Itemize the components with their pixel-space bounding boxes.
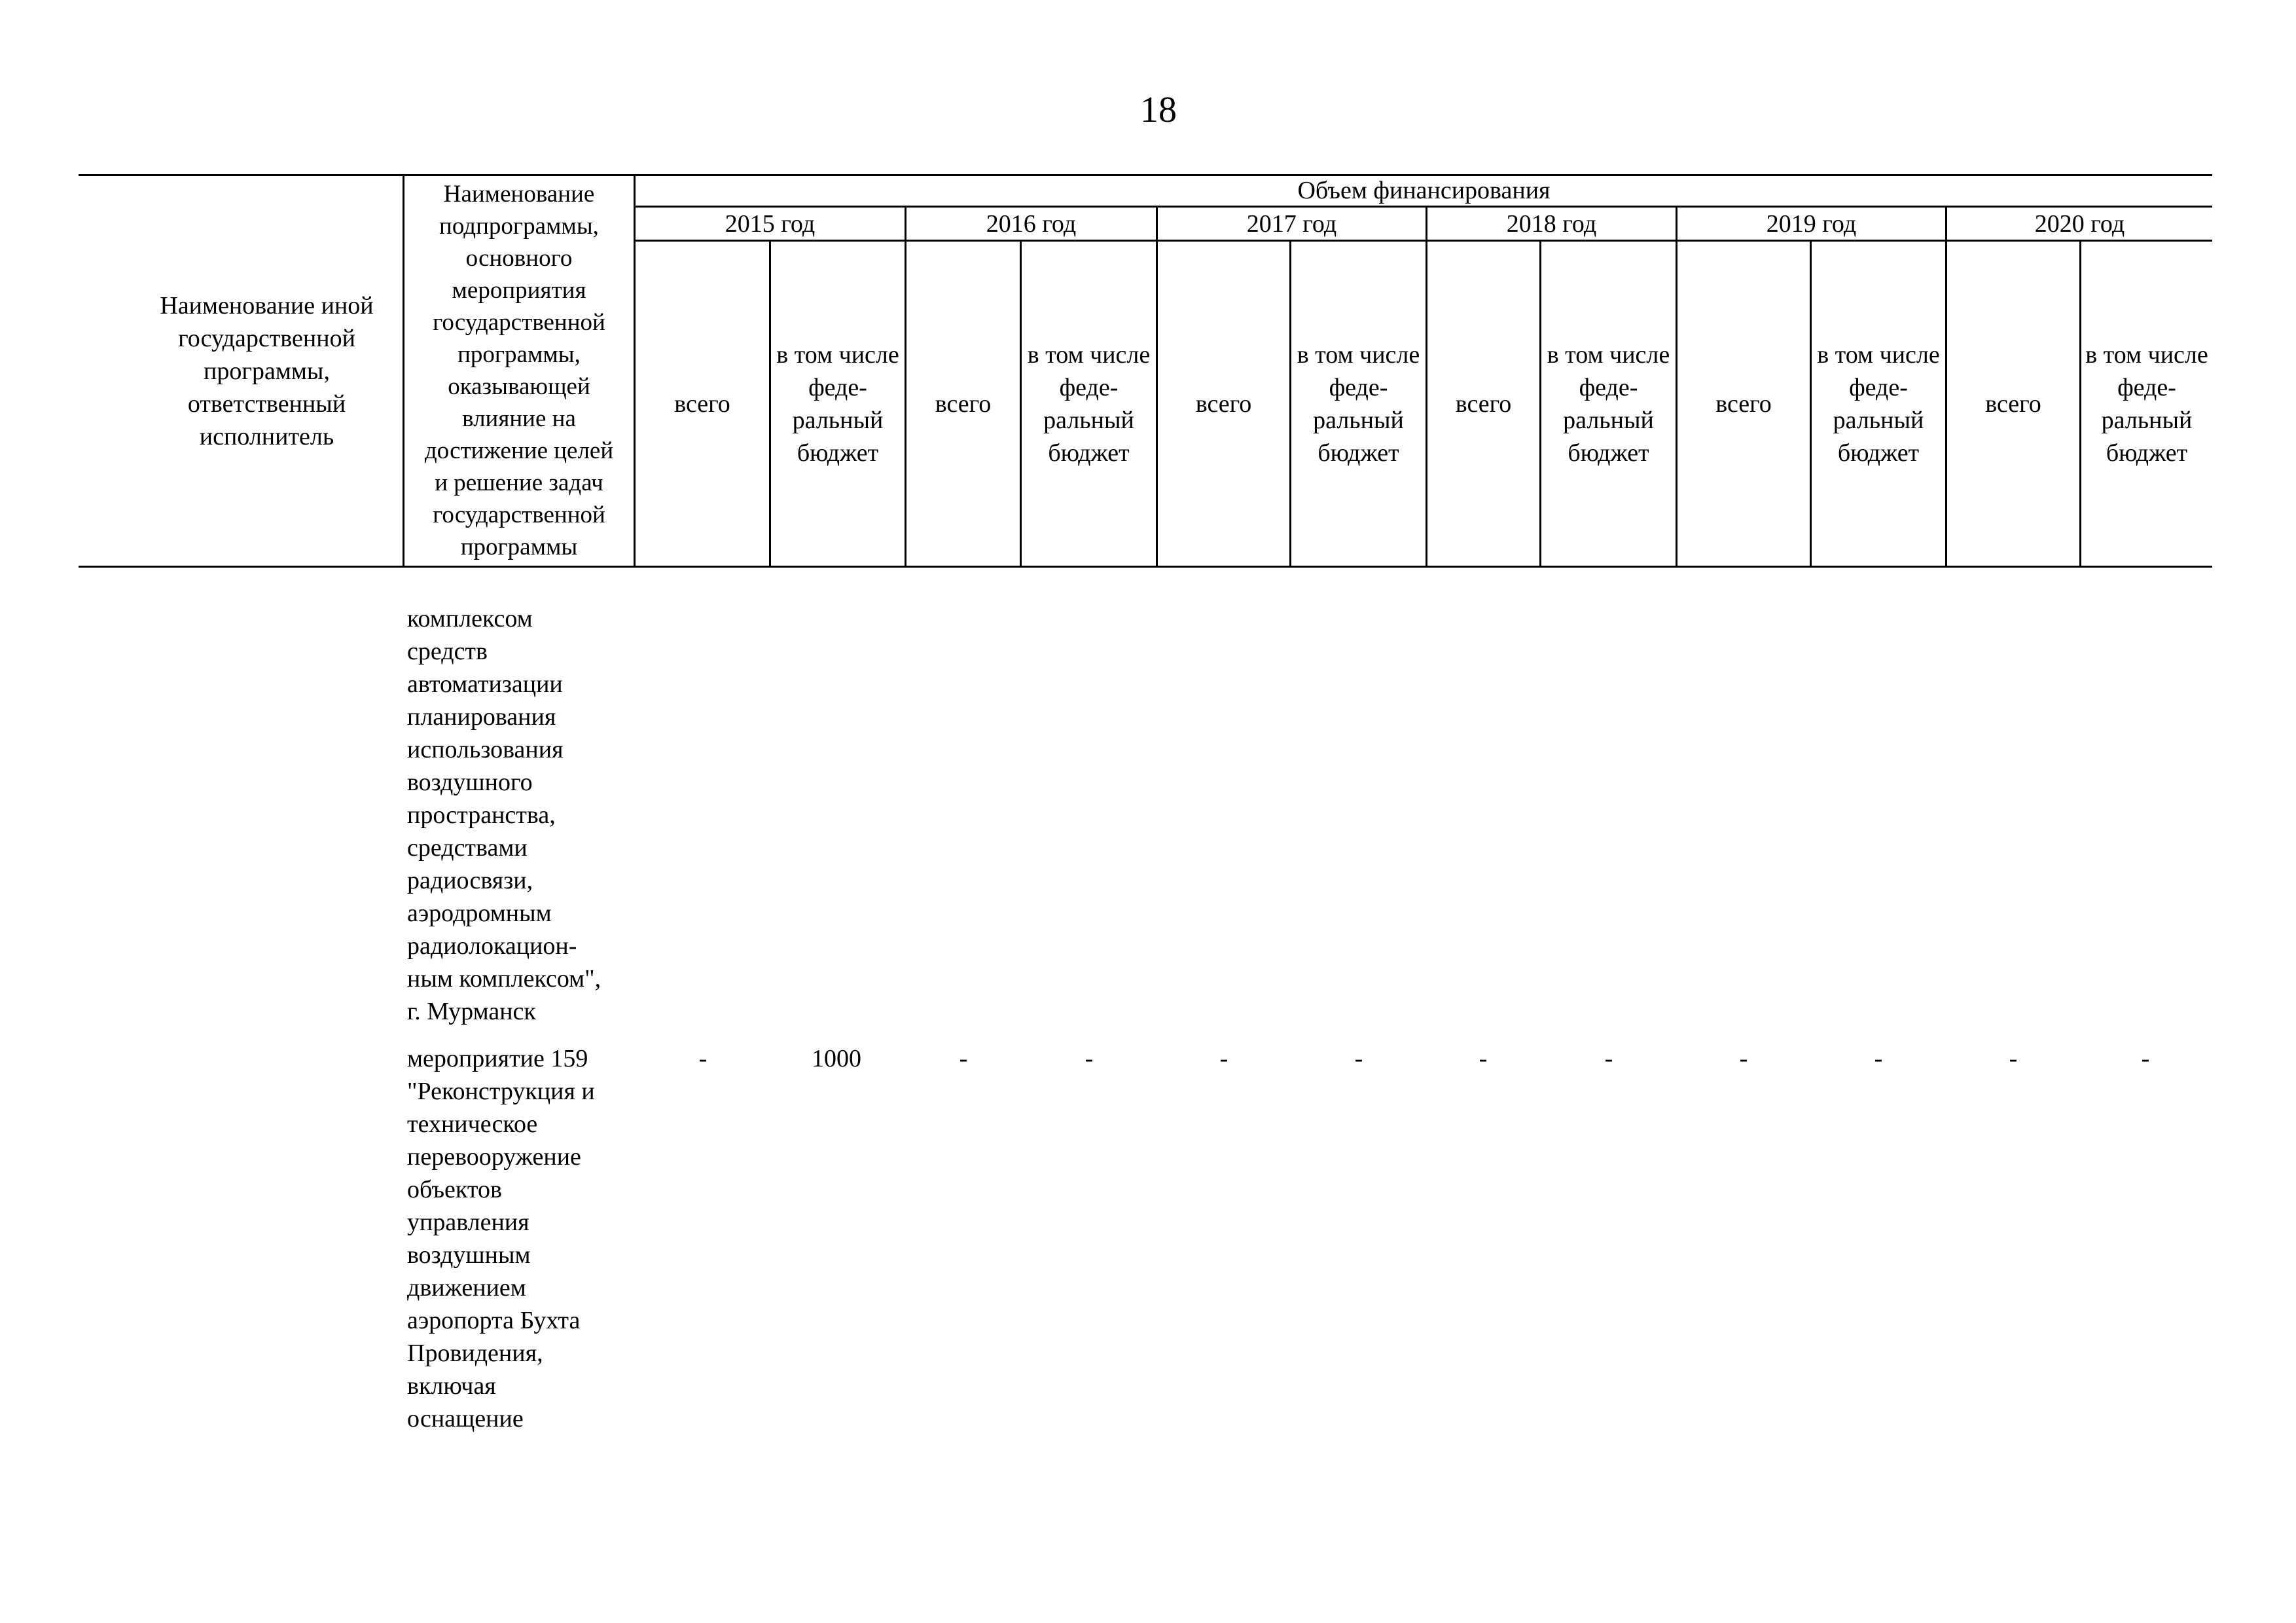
value-2018-federal: - bbox=[1604, 1045, 1613, 1072]
header-funding-volume: Объем финансирования bbox=[1297, 177, 1551, 204]
header-total: всего bbox=[674, 390, 730, 418]
value-2016-total: - bbox=[959, 1045, 968, 1072]
header-federal: в том числе феде- ральный бюджет bbox=[776, 340, 899, 467]
header-total: всего bbox=[935, 390, 992, 418]
page-number: 18 bbox=[1140, 90, 1177, 130]
value-2019-total: - bbox=[1739, 1045, 1748, 1072]
year-header-2019: 2019 год bbox=[1766, 210, 1857, 238]
value-2019-federal: - bbox=[1874, 1045, 1883, 1072]
year-header-2016: 2016 год bbox=[986, 210, 1077, 238]
year-header-2020: 2020 год bbox=[2034, 210, 2125, 238]
header-total: всего bbox=[1195, 390, 1252, 418]
value-2015-federal: 1000 bbox=[812, 1045, 861, 1072]
value-2017-total: - bbox=[1219, 1045, 1229, 1072]
header-federal: в том числе феде- ральный бюджет bbox=[1027, 340, 1151, 467]
table-header-bottom bbox=[79, 566, 2212, 568]
header-subprogram-name: Наименование подпрограммы, основного мероприятия государственной программы, оказывающей влияние на достижение целей и решение задач государственной программы bbox=[424, 181, 614, 560]
value-2017-federal: - bbox=[1354, 1045, 1363, 1072]
value-2016-federal: - bbox=[1085, 1045, 1094, 1072]
value-2015-total: - bbox=[698, 1045, 708, 1072]
header-total: всего bbox=[1715, 390, 1772, 418]
year-header-2015: 2015 год bbox=[725, 210, 816, 238]
year-header-2017: 2017 год bbox=[1246, 210, 1337, 238]
header-program-name: Наименование иной государственной программы, ответственный исполнитель bbox=[160, 292, 374, 450]
header-federal: в том числе феде- ральный бюджет bbox=[1547, 340, 1670, 467]
header-federal: в том числе феде- ральный бюджет bbox=[1817, 340, 1940, 467]
header-federal: в том числе феде- ральный бюджет bbox=[1297, 340, 1420, 467]
value-2020-total: - bbox=[2009, 1045, 2018, 1072]
header-federal: в том числе феде- ральный бюджет bbox=[2085, 340, 2208, 467]
row-text: мероприятие 159 "Реконструкция и техническое перевооружение объектов управления воздушным движением аэропорта Бухта Провидения, включая оснащение bbox=[407, 1045, 595, 1432]
year-header-2018: 2018 год bbox=[1506, 210, 1597, 238]
header-total: всего bbox=[1455, 390, 1512, 418]
header-total: всего bbox=[1985, 390, 2041, 418]
value-2018-total: - bbox=[1479, 1045, 1488, 1072]
row-text: комплексом средств автоматизации планирования использования воздушного пространства, средствами радиосвязи, аэродромным радиолокацион- ным комплексом", г. Мурманск bbox=[407, 605, 601, 1025]
value-2020-federal: - bbox=[2141, 1045, 2150, 1072]
